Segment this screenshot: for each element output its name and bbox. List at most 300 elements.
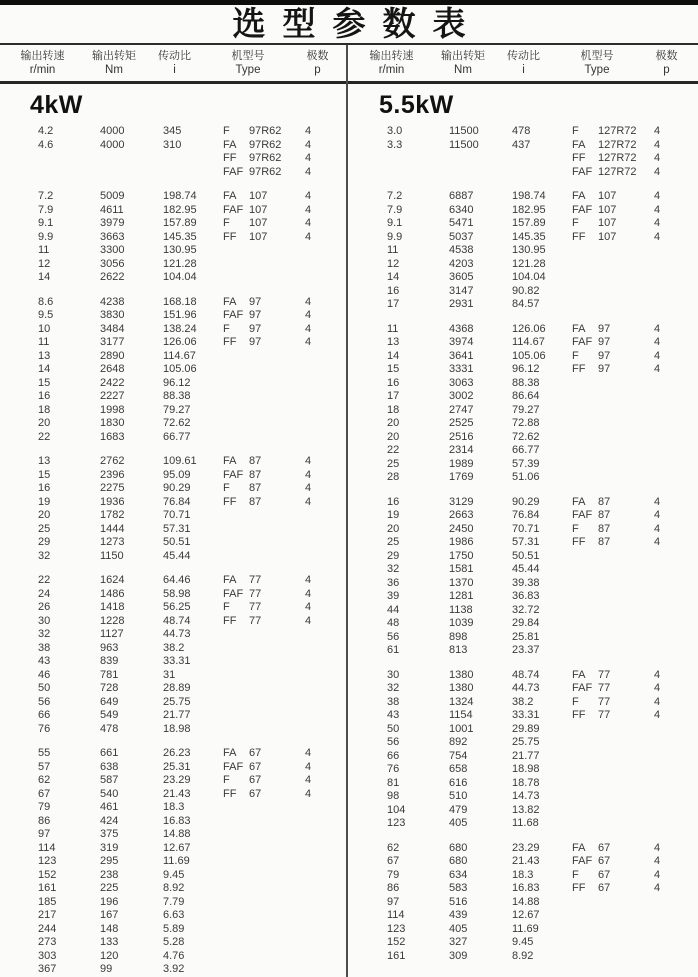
cell-torque: 1830 [100, 417, 125, 429]
cell-torque: 4611 [100, 203, 124, 216]
table-row [349, 563, 698, 577]
table-row [0, 709, 349, 723]
cell-type-prefix: FF [223, 787, 237, 800]
cell-type-prefix [572, 617, 598, 631]
cell-type-size [598, 750, 654, 764]
cell-type-prefix [223, 855, 249, 869]
cell-type-size: 77 [249, 601, 262, 613]
cell-type-size [249, 244, 305, 258]
cell-speed: 7.9 [387, 203, 403, 216]
cell-ratio: 5.89 [163, 922, 185, 935]
cell-type-size: 77 [249, 614, 262, 627]
cell-ratio: 104.04 [512, 271, 546, 283]
cell-torque: 5009 [100, 190, 125, 202]
row-group [0, 125, 349, 179]
table-row [0, 482, 349, 496]
cell-speed: 14 [387, 271, 400, 283]
cell-poles [654, 431, 674, 445]
cell-torque: 4203 [449, 257, 474, 270]
cell-type-prefix [223, 963, 249, 977]
cell-torque: 1001 [449, 722, 474, 735]
cell-speed: 22 [38, 430, 51, 443]
table-row [0, 601, 349, 615]
cell-type-prefix: F [572, 125, 579, 137]
cell-ratio: 79.27 [512, 403, 540, 416]
cell-poles [305, 882, 325, 896]
cell-torque: 781 [100, 668, 119, 681]
cell-torque: 1683 [100, 430, 125, 443]
cell-ratio: 51.06 [512, 471, 540, 483]
cell-torque: 327 [449, 936, 468, 948]
table-row [349, 869, 698, 883]
table-row [349, 444, 698, 458]
cell-ratio: 23.29 [163, 774, 191, 786]
cell-poles [305, 363, 325, 377]
cell-speed: 161 [387, 949, 406, 962]
header-output-speed-cn: 输出转速 [20, 50, 65, 62]
cell-type-size: 107 [598, 217, 617, 229]
cell-type-size: 97 [598, 322, 611, 335]
cell-torque: 424 [100, 814, 119, 827]
row-group [349, 125, 698, 179]
cell-type-size [249, 923, 305, 937]
cell-poles: 4 [305, 455, 312, 467]
cell-type-prefix [572, 590, 598, 604]
cell-type-size: 107 [249, 217, 268, 229]
cell-torque: 2762 [100, 455, 125, 467]
table-row [349, 377, 698, 391]
cell-type-prefix [572, 298, 598, 312]
cell-poles: 4 [654, 165, 661, 178]
table-row [349, 271, 698, 285]
table-row [0, 747, 349, 761]
cell-torque: 3605 [449, 271, 474, 283]
table-row [0, 682, 349, 696]
cell-ratio: 126.06 [512, 322, 546, 335]
cell-type-prefix [572, 458, 598, 472]
cell-ratio: 23.37 [512, 644, 540, 656]
cell-speed: 11 [38, 336, 50, 348]
table-row [0, 417, 349, 431]
cell-type-prefix [223, 869, 249, 883]
cell-speed: 12 [387, 257, 400, 270]
cell-ratio: 14.73 [512, 790, 540, 802]
header-output-torque-unit: Nm [105, 64, 123, 76]
table-row [0, 950, 349, 964]
cell-speed: 14 [38, 271, 51, 283]
table-row [0, 204, 349, 218]
cell-torque: 6340 [449, 203, 474, 216]
cell-poles [305, 655, 325, 669]
cell-speed: 25 [38, 522, 51, 535]
cell-type-prefix [572, 950, 598, 964]
cell-torque: 1154 [449, 709, 473, 721]
table-row [0, 842, 349, 856]
header-output-torque-cn: 输出转矩 [92, 50, 136, 62]
cell-ratio: 45.44 [163, 549, 191, 562]
cell-torque [449, 152, 512, 166]
table-row [0, 896, 349, 910]
cell-torque: 3830 [100, 309, 125, 321]
cell-ratio [163, 152, 223, 166]
cell-poles [654, 909, 674, 923]
cell-type-size [249, 363, 305, 377]
cell-torque: 3974 [449, 336, 474, 348]
cell-type-size [598, 285, 654, 299]
cell-type-prefix [572, 444, 598, 458]
cell-type-prefix: FA [572, 138, 586, 151]
panel-4kw [0, 84, 349, 977]
cell-torque: 2275 [100, 482, 125, 494]
cell-ratio: 38.2 [163, 641, 185, 654]
cell-type-prefix [223, 523, 249, 537]
header-type-en: Type [584, 64, 610, 76]
cell-speed: 20 [38, 509, 51, 521]
cell-type-size [598, 590, 654, 604]
cell-poles [305, 244, 325, 258]
table-row [349, 723, 698, 737]
table-row [349, 923, 698, 937]
cell-torque: 3129 [449, 495, 474, 508]
cell-type-prefix [572, 550, 598, 564]
table-row [0, 496, 349, 510]
cell-ratio: 151.96 [163, 309, 197, 321]
cell-torque: 479 [449, 803, 468, 816]
row-group [0, 574, 349, 736]
cell-speed: 39 [387, 590, 400, 602]
cell-type-prefix: FAF [223, 760, 244, 773]
cell-ratio: 21.77 [512, 749, 540, 762]
cell-type-size: 97R62 [249, 165, 282, 178]
cell-torque: 516 [449, 895, 468, 908]
table-row [0, 190, 349, 204]
cell-speed: 4.2 [38, 125, 54, 137]
cell-speed: 15 [387, 363, 400, 375]
cell-type-size: 87 [249, 468, 262, 481]
cell-type-prefix [572, 431, 598, 445]
cell-type-size [598, 390, 654, 404]
table-row [0, 244, 349, 258]
cell-ratio: 121.28 [163, 257, 197, 270]
cell-torque: 148 [100, 922, 119, 935]
cell-torque: 540 [100, 787, 119, 800]
cell-torque: 1228 [100, 614, 125, 627]
cell-torque: 4368 [449, 322, 474, 335]
cell-ratio: 130.95 [512, 244, 546, 256]
cell-poles: 4 [305, 787, 312, 800]
row-group [0, 296, 349, 445]
cell-speed: 32 [387, 563, 400, 575]
cell-torque: 4000 [100, 125, 125, 137]
table-row [0, 801, 349, 815]
table-row [0, 271, 349, 285]
cell-type-size [598, 258, 654, 272]
header-output-torque [85, 50, 143, 77]
cell-type-prefix: F [223, 217, 230, 229]
table-row [0, 377, 349, 391]
cell-ratio: 39.38 [512, 576, 540, 589]
cell-type-size: 97 [249, 322, 262, 335]
cell-torque: 587 [100, 774, 119, 786]
cell-type-size: 87 [598, 495, 611, 508]
cell-poles [305, 682, 325, 696]
table-row [349, 550, 698, 564]
cell-torque: 1281 [449, 590, 474, 602]
cell-speed: 185 [38, 895, 57, 908]
table-row [349, 458, 698, 472]
cell-poles [305, 855, 325, 869]
cell-speed: 13 [387, 336, 400, 348]
cell-type-prefix [572, 563, 598, 577]
cell-type-prefix [572, 777, 598, 791]
cell-poles: 4 [654, 322, 661, 335]
cell-poles [654, 617, 674, 631]
cell-type-size [598, 950, 654, 964]
cell-speed: 66 [387, 749, 400, 762]
table-row [0, 642, 349, 656]
cell-poles [654, 285, 674, 299]
cell-speed: 32 [38, 628, 51, 640]
cell-poles [654, 817, 674, 831]
cell-poles [654, 896, 674, 910]
cell-type-prefix [223, 696, 249, 710]
cell-torque [449, 166, 512, 180]
cell-torque: 634 [449, 868, 468, 881]
header-poles [290, 50, 345, 77]
cell-poles [305, 696, 325, 710]
cell-poles: 4 [305, 614, 312, 627]
cell-type-prefix: F [572, 868, 579, 881]
table-row [349, 855, 698, 869]
table-row [349, 804, 698, 818]
cell-type-size [249, 855, 305, 869]
table-row [0, 815, 349, 829]
cell-poles [305, 709, 325, 723]
cell-speed: 25 [387, 457, 400, 470]
cell-speed: 367 [38, 963, 57, 975]
cell-ratio [163, 166, 223, 180]
cell-torque: 813 [449, 644, 468, 656]
cell-ratio: 12.67 [512, 909, 540, 921]
cell-type-prefix: FF [572, 363, 586, 375]
cell-ratio: 57.31 [163, 522, 191, 535]
cell-ratio: 130.95 [163, 244, 197, 256]
cell-ratio: 12.67 [163, 841, 191, 854]
cell-ratio: 36.83 [512, 590, 540, 602]
cell-type-size: 107 [249, 190, 268, 202]
cell-poles [305, 869, 325, 883]
cell-ratio: 14.88 [163, 828, 191, 840]
cell-torque: 4238 [100, 295, 125, 308]
cell-type-prefix [572, 936, 598, 950]
cell-type-prefix [572, 285, 598, 299]
cell-speed: 24 [38, 587, 51, 600]
cell-poles: 4 [654, 125, 661, 137]
header-output-speed [0, 50, 85, 77]
cell-type-size [598, 271, 654, 285]
cell-type-prefix: FAF [572, 682, 593, 694]
table-row [349, 790, 698, 804]
cell-type-prefix [223, 363, 249, 377]
cell-speed: 79 [387, 868, 400, 881]
table-row [349, 617, 698, 631]
panel-5-5kw [349, 84, 698, 963]
table-row [349, 590, 698, 604]
table-row [0, 536, 349, 550]
cell-type-size [249, 909, 305, 923]
cell-type-size [249, 709, 305, 723]
cell-speed: 152 [387, 936, 406, 948]
cell-torque: 2648 [100, 363, 125, 375]
table-row [349, 166, 698, 180]
cell-type-size [598, 936, 654, 950]
cell-speed: 57 [38, 760, 51, 773]
cell-type-prefix: F [223, 601, 230, 613]
table-row [0, 855, 349, 869]
header-output-speed [349, 50, 434, 77]
cell-torque: 1782 [100, 509, 125, 521]
cell-poles: 4 [305, 747, 312, 759]
cell-type-prefix: FF [572, 536, 586, 548]
cell-type-prefix [572, 909, 598, 923]
cell-type-prefix [572, 604, 598, 618]
cell-torque: 1127 [100, 628, 124, 640]
cell-torque: 1444 [100, 522, 125, 535]
cell-speed: 17 [387, 390, 400, 402]
cell-type-size [249, 390, 305, 404]
header-poles [639, 50, 694, 77]
table-row [349, 882, 698, 896]
header-output-torque [434, 50, 492, 77]
cell-type-prefix [223, 244, 249, 258]
cell-type-size [249, 669, 305, 683]
cell-type-size: 87 [249, 482, 262, 494]
cell-type-size [249, 417, 305, 431]
cell-ratio: 21.43 [512, 855, 540, 867]
cell-type-size [249, 896, 305, 910]
cell-type-size [598, 617, 654, 631]
cell-poles [654, 763, 674, 777]
cell-type-size [249, 536, 305, 550]
cell-poles [654, 404, 674, 418]
cell-torque: 2314 [449, 444, 474, 456]
table-row [0, 152, 349, 166]
table-row [349, 404, 698, 418]
cell-ratio: 5.28 [163, 936, 185, 948]
cell-poles [305, 909, 325, 923]
header-type-cn: 机型号 [231, 50, 265, 62]
cell-poles: 4 [654, 363, 661, 375]
cell-torque: 99 [100, 963, 113, 975]
header-type [555, 50, 639, 77]
cell-type-prefix [223, 509, 249, 523]
cell-ratio: 32.72 [512, 603, 540, 616]
cell-type-size [249, 828, 305, 842]
table-row [349, 709, 698, 723]
cell-speed: 9.5 [38, 309, 54, 321]
cell-torque: 1989 [449, 457, 474, 470]
cell-type-size: 77 [598, 695, 611, 708]
table-row [349, 509, 698, 523]
cell-type-prefix [223, 709, 249, 723]
cell-type-prefix: FA [223, 295, 237, 308]
cell-speed: 44 [387, 603, 400, 616]
cell-type-size: 77 [249, 574, 262, 586]
cell-speed: 29 [38, 536, 51, 548]
cell-type-size [598, 377, 654, 391]
cell-speed: 20 [38, 417, 51, 429]
table-row [349, 669, 698, 683]
cell-speed: 244 [38, 922, 57, 935]
cell-type-prefix [572, 417, 598, 431]
cell-speed: 303 [38, 949, 57, 962]
cell-ratio: 168.18 [163, 295, 197, 308]
cell-speed: 13 [38, 455, 51, 467]
cell-poles [654, 244, 674, 258]
cell-poles [305, 815, 325, 829]
cell-speed: 36 [387, 576, 400, 589]
cell-speed: 67 [38, 787, 51, 800]
cell-ratio: 182.95 [163, 203, 197, 216]
cell-type-prefix [572, 244, 598, 258]
header-ratio-symbol: i [173, 64, 176, 76]
table-row [349, 936, 698, 950]
cell-torque: 583 [449, 882, 468, 894]
cell-type-prefix: FAF [223, 309, 244, 321]
cell-type-size: 87 [598, 536, 611, 548]
cell-type-prefix: F [223, 125, 230, 137]
cell-poles [305, 523, 325, 537]
cell-poles: 4 [305, 152, 312, 164]
cell-type-size: 97 [249, 295, 262, 308]
cell-type-size [249, 350, 305, 364]
cell-type-size: 107 [598, 230, 617, 243]
cell-type-size: 97 [249, 336, 262, 348]
cell-type-size [249, 377, 305, 391]
cell-type-prefix: F [223, 774, 230, 786]
cell-speed: 217 [38, 909, 57, 921]
cell-ratio: 38.2 [512, 695, 534, 708]
cell-speed: 16 [387, 376, 400, 389]
table-row [0, 363, 349, 377]
cell-ratio: 33.31 [512, 709, 540, 721]
table-row [349, 258, 698, 272]
cell-poles: 4 [305, 574, 312, 586]
cell-type-size: 127R72 [598, 152, 637, 164]
cell-ratio: 126.06 [163, 336, 197, 348]
cell-ratio: 18.98 [163, 722, 191, 735]
cell-ratio: 104.04 [163, 271, 197, 283]
cell-ratio: 121.28 [512, 257, 546, 270]
cell-type-prefix [572, 804, 598, 818]
cell-type-size [598, 417, 654, 431]
cell-ratio: 21.77 [163, 709, 191, 721]
cell-speed: 97 [387, 895, 400, 908]
cell-torque: 839 [100, 655, 119, 667]
cell-ratio: 95.09 [163, 468, 191, 481]
cell-poles [654, 377, 674, 391]
cell-torque: 638 [100, 760, 119, 773]
cell-poles: 4 [305, 230, 312, 243]
cell-torque: 3979 [100, 217, 125, 229]
header-output-speed-cn: 输出转速 [369, 50, 414, 62]
cell-type-size [249, 801, 305, 815]
cell-speed: 9.9 [38, 230, 54, 243]
cell-torque: 3147 [449, 284, 474, 297]
cell-poles: 4 [305, 165, 312, 178]
cell-type-size [598, 458, 654, 472]
cell-type-size [249, 431, 305, 445]
